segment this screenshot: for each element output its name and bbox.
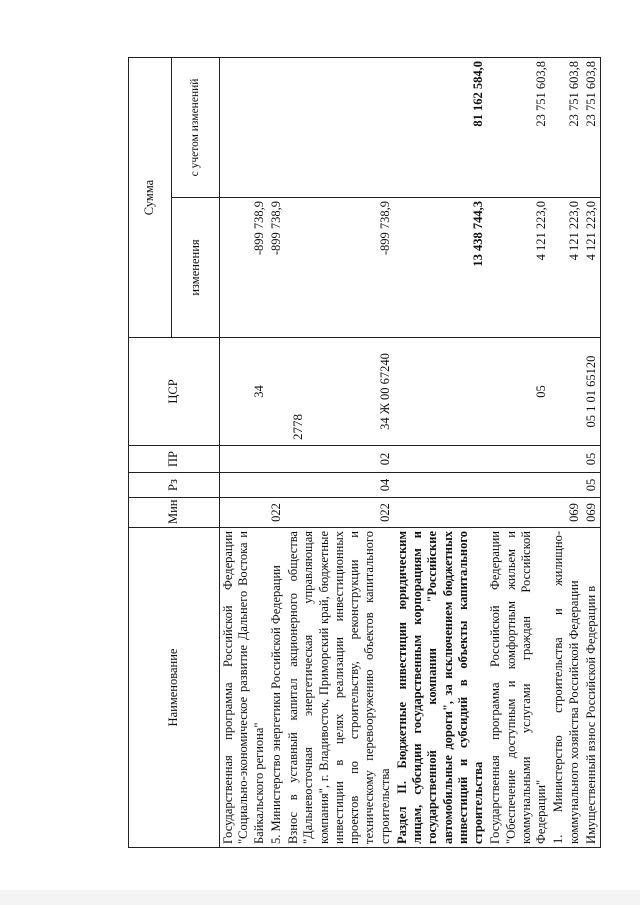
table-row — [394, 58, 488, 848]
row-min: 022 — [268, 498, 285, 528]
table-row — [583, 58, 601, 848]
row-min: 069 — [583, 498, 601, 528]
table-row — [487, 58, 550, 848]
header-name: Наименование — [129, 528, 220, 848]
row-name: 1. Министерство строительства и жилищно-коммунального хозяйства Российской Федерации — [550, 528, 583, 848]
row-total: 81 162 584,0 — [394, 58, 488, 198]
row-changes: -899 738,9 — [220, 198, 268, 338]
table-header — [129, 58, 220, 848]
header-pr: ПР — [129, 446, 220, 473]
row-rz: 04 — [285, 473, 394, 498]
row-total — [285, 58, 394, 198]
row-rz: 05 — [583, 473, 601, 498]
header-rz: Рз — [129, 473, 220, 498]
budget-table — [128, 57, 601, 848]
row-pr — [550, 446, 583, 473]
table-row — [285, 58, 394, 848]
row-csr — [268, 338, 285, 446]
row-name: Государственная программа Российской Федерации "Обеспечение доступным и комфортным жильем и коммунальными услугами граждан Российской Федерации" — [487, 528, 550, 848]
row-csr: 34 Ж 00 67240 — [285, 338, 394, 446]
row-name: Государственная программа Российской Федерации "Социально-экономическое развитие Дальнего Востока и Байкальского региона" — [220, 528, 268, 848]
table-row — [268, 58, 285, 848]
row-pr — [268, 446, 285, 473]
row-rz — [220, 473, 268, 498]
row-changes: 4 121 223,0 — [583, 198, 601, 338]
table-row — [550, 58, 583, 848]
row-rz — [268, 473, 285, 498]
row-csr: 34 — [220, 338, 268, 446]
row-changes: -899 738,9 — [285, 198, 394, 338]
row-total — [268, 58, 285, 198]
row-min: 069 — [550, 498, 583, 528]
page-number: 2778 — [290, 414, 305, 440]
row-pr — [394, 446, 488, 473]
row-min — [394, 498, 488, 528]
row-pr: 05 — [583, 446, 601, 473]
row-changes: -899 738,9 — [268, 198, 285, 338]
row-min — [220, 498, 268, 528]
row-changes: 13 438 744,3 — [394, 198, 488, 338]
row-total: 23 751 603,8 — [487, 58, 550, 198]
row-name: Раздел II. Бюджетные инвестиции юридическим лицам, субсидии государственным корпорациям и государственной компании "Российские автомобильные дороги", за исключением бюджетных инвестиций и субсидий в объекты капитального строительства — [394, 528, 488, 848]
row-csr: 05 1 01 65120 — [583, 338, 601, 446]
row-pr — [487, 446, 550, 473]
rotated-page-content — [128, 58, 598, 848]
row-csr — [550, 338, 583, 446]
row-min — [487, 498, 550, 528]
header-csr: ЦСР — [129, 338, 220, 446]
row-pr — [220, 446, 268, 473]
header-min: Мин — [129, 498, 220, 528]
row-min: 022 — [285, 498, 394, 528]
row-name: Взнос в уставный капитал акционерного общества "Дальневосточная энергетическая управляющая компания", г. Владивосток, Приморский край, бюджетные инвестиции в целях реализации инвестиционных проектов по строительству, реконструкции и техническому перевооружению объектов капитального строительства — [285, 528, 394, 848]
row-rz — [394, 473, 488, 498]
row-total — [220, 58, 268, 198]
table-row — [220, 58, 268, 848]
header-with-changes: с учетом изменений — [172, 58, 220, 198]
row-changes: 4 121 223,0 — [487, 198, 550, 338]
row-changes: 4 121 223,0 — [550, 198, 583, 338]
row-csr — [394, 338, 488, 446]
header-changes: изменения — [172, 198, 220, 338]
bottom-strip — [0, 890, 640, 905]
row-pr: 02 — [285, 446, 394, 473]
header-sum: Сумма — [129, 58, 172, 338]
table-body — [220, 58, 601, 848]
row-rz — [550, 473, 583, 498]
row-total: 23 751 603,8 — [550, 58, 583, 198]
row-rz — [487, 473, 550, 498]
row-name: Имущественный взнос Российской Федерации в — [583, 528, 601, 848]
row-name: 5. Министерство энергетики Российской Федерации — [268, 528, 285, 848]
row-total: 23 751 603,8 — [583, 58, 601, 198]
row-csr: 05 — [487, 338, 550, 446]
